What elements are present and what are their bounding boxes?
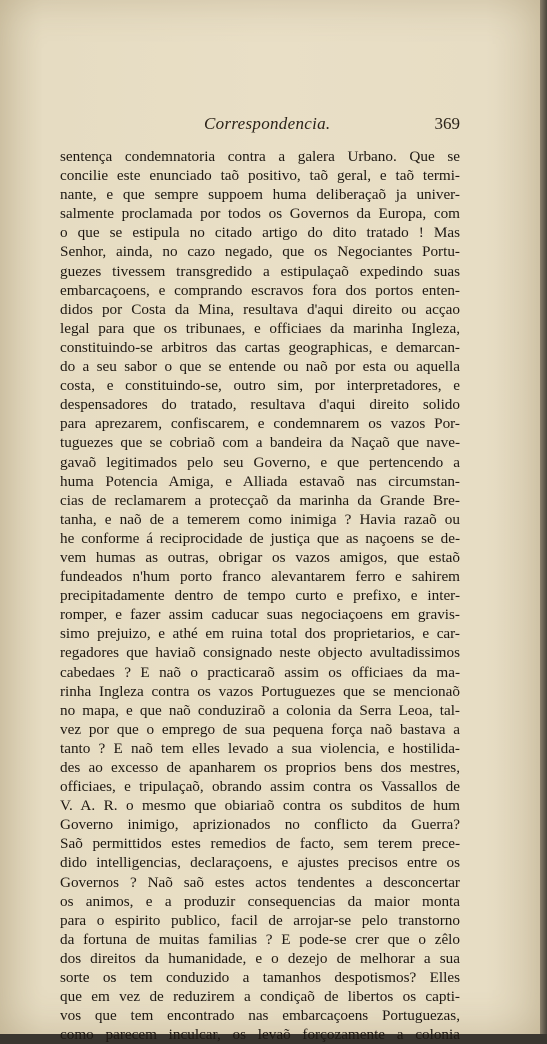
text-line: he conforme á reciprocidade de justiça que as naçoens se de-	[60, 529, 460, 547]
running-head: Correspondencia.	[204, 114, 331, 133]
text-line: des ao excesso de apanharem os proprios bens dos mestres,	[60, 759, 460, 776]
text-line: cabedaes ? E naõ o practicaraõ assim os officiaes da ma-	[60, 663, 460, 681]
text-line: Governo inimigo, aprizionados no conflicto da Guerra?	[60, 816, 460, 834]
text-line: huma Potencia Amiga, e Alliada estavaõ nas circumstan-	[60, 472, 460, 490]
text-line: constituindo-se arbitros das cartas geographicas, e demarcan-	[60, 338, 460, 356]
text-line: Governos ? Naõ saõ estes actos tendentes a desconcertar	[60, 873, 460, 891]
text-line: simo prejuizo, e athé em ruina total dos proprietarios, e car-	[60, 625, 460, 643]
text-line: para o espirito publico, facil de arrojar-se pelo transtorno	[60, 911, 460, 929]
text-line: dido intelligencias, declaraçoens, e ajustes precisos entre os	[60, 854, 460, 872]
text-line: gavaõ legitimados pelo seu Governo, e que pertencendo a	[60, 453, 460, 471]
text-line: vem humas as outras, obrigar os vazos amigos, que estaõ	[60, 548, 460, 566]
text-line: despensadores do tratado, resultava d'aqui direito solido	[60, 396, 460, 414]
text-line: Saõ permittidos estes remedios de facto, sem terem prece-	[60, 835, 460, 853]
text-line: precipitadamente dentro de tempo curto e prefixo, e inter-	[60, 587, 460, 605]
text-line: da fortuna de muitas familias ? E pode-se crer que o zêlo	[60, 930, 460, 948]
text-line: vez por que o emprego de sua pequena força naõ bastava a	[60, 720, 460, 738]
text-line: no mapa, e que naõ conduziraõ a colonia da Serra Leoa, tal-	[60, 701, 460, 719]
text-line: nante, e que sempre suppoem huma deliberaçaõ ja univer-	[60, 186, 460, 204]
text-line: regadores que haviaõ consignado neste objecto avultadissimos	[60, 644, 460, 662]
text-line: Senhor, ainda, no cazo negado, que os Negociantes Portu-	[60, 243, 460, 261]
text-line: cias de reclamarem a protecçaõ da marinha da Grande Bre-	[60, 491, 460, 509]
text-line: legal para que os tribunaes, e officiaes da marinha Ingleza,	[60, 319, 460, 337]
text-line: embarcaçoens, e comprando escravos fora dos portos enten-	[60, 281, 460, 299]
text-line: romper, e fazer assim caducar suas negociaçoens em gravis-	[60, 606, 460, 624]
text-line: sorte os tem conduzido a tamanhos despotismos? Elles	[60, 969, 460, 987]
text-line: tuguezes que se cobriaõ com a bandeira da Naçaõ que nave-	[60, 434, 460, 452]
text-line: para aprezarem, confiscarem, e condemnarem os vazos Por-	[60, 415, 460, 433]
page-edge	[540, 0, 547, 1034]
text-line: sentença condemnatoria contra a galera Urbano. Que se	[60, 148, 460, 165]
text-line: guezes tivessem transgredido a estipulaçaõ expedindo suas	[60, 262, 460, 280]
text-line: tanto ? E naõ tem elles levado a sua violencia, e hostilida-	[60, 739, 460, 757]
text-line: dos direitos da humanidade, e o dezejo de melhorar a sua	[60, 949, 460, 967]
text-line: do a seu sabor o que se entende ou naõ por esta ou aquella	[60, 358, 460, 376]
text-line: como parecem inculcar, os levaõ forçozamente a colonia	[60, 1026, 460, 1044]
body-text	[60, 147, 460, 1044]
text-line: fundeados n'hum porto franco alevantarem ferro e sahirem	[60, 568, 460, 586]
text-line: o que se estipula no citado artigo do dito tratado ! Mas	[60, 224, 460, 242]
text-line: que em vez de reduzirem a condiçaõ de libertos os capti-	[60, 988, 460, 1006]
text-line: tanha, e naõ de a temerem como inimiga ? Havia razaõ ou	[60, 510, 460, 528]
page-number: 369	[434, 114, 460, 133]
text-line: officiaes, e tripulaçaõ, obrando assim contra os Vassallos de	[60, 778, 460, 796]
text-line: V. A. R. o mesmo que obiariaõ contra os subditos de hum	[60, 797, 460, 815]
text-line: costa, e constituindo-se, outro sim, por interpretadores, e	[60, 377, 460, 395]
text-line: concilie este enunciado taõ positivo, taõ geral, e taõ termi-	[60, 167, 460, 185]
text-line: salmente proclamada por todos os Governos da Europa, com	[60, 205, 460, 223]
text-line: didos por Costa da Mina, resultava d'aqui direito ou acçao	[60, 300, 460, 318]
page-header	[58, 114, 460, 140]
text-line: vos que tem encontrado nas embarcaçoens Portuguezas,	[60, 1007, 460, 1025]
text-line: rinha Ingleza contra os vazos Portuguezes que se mencionaõ	[60, 682, 460, 700]
text-line: os animos, e a produzir consequencias da maior monta	[60, 892, 460, 910]
